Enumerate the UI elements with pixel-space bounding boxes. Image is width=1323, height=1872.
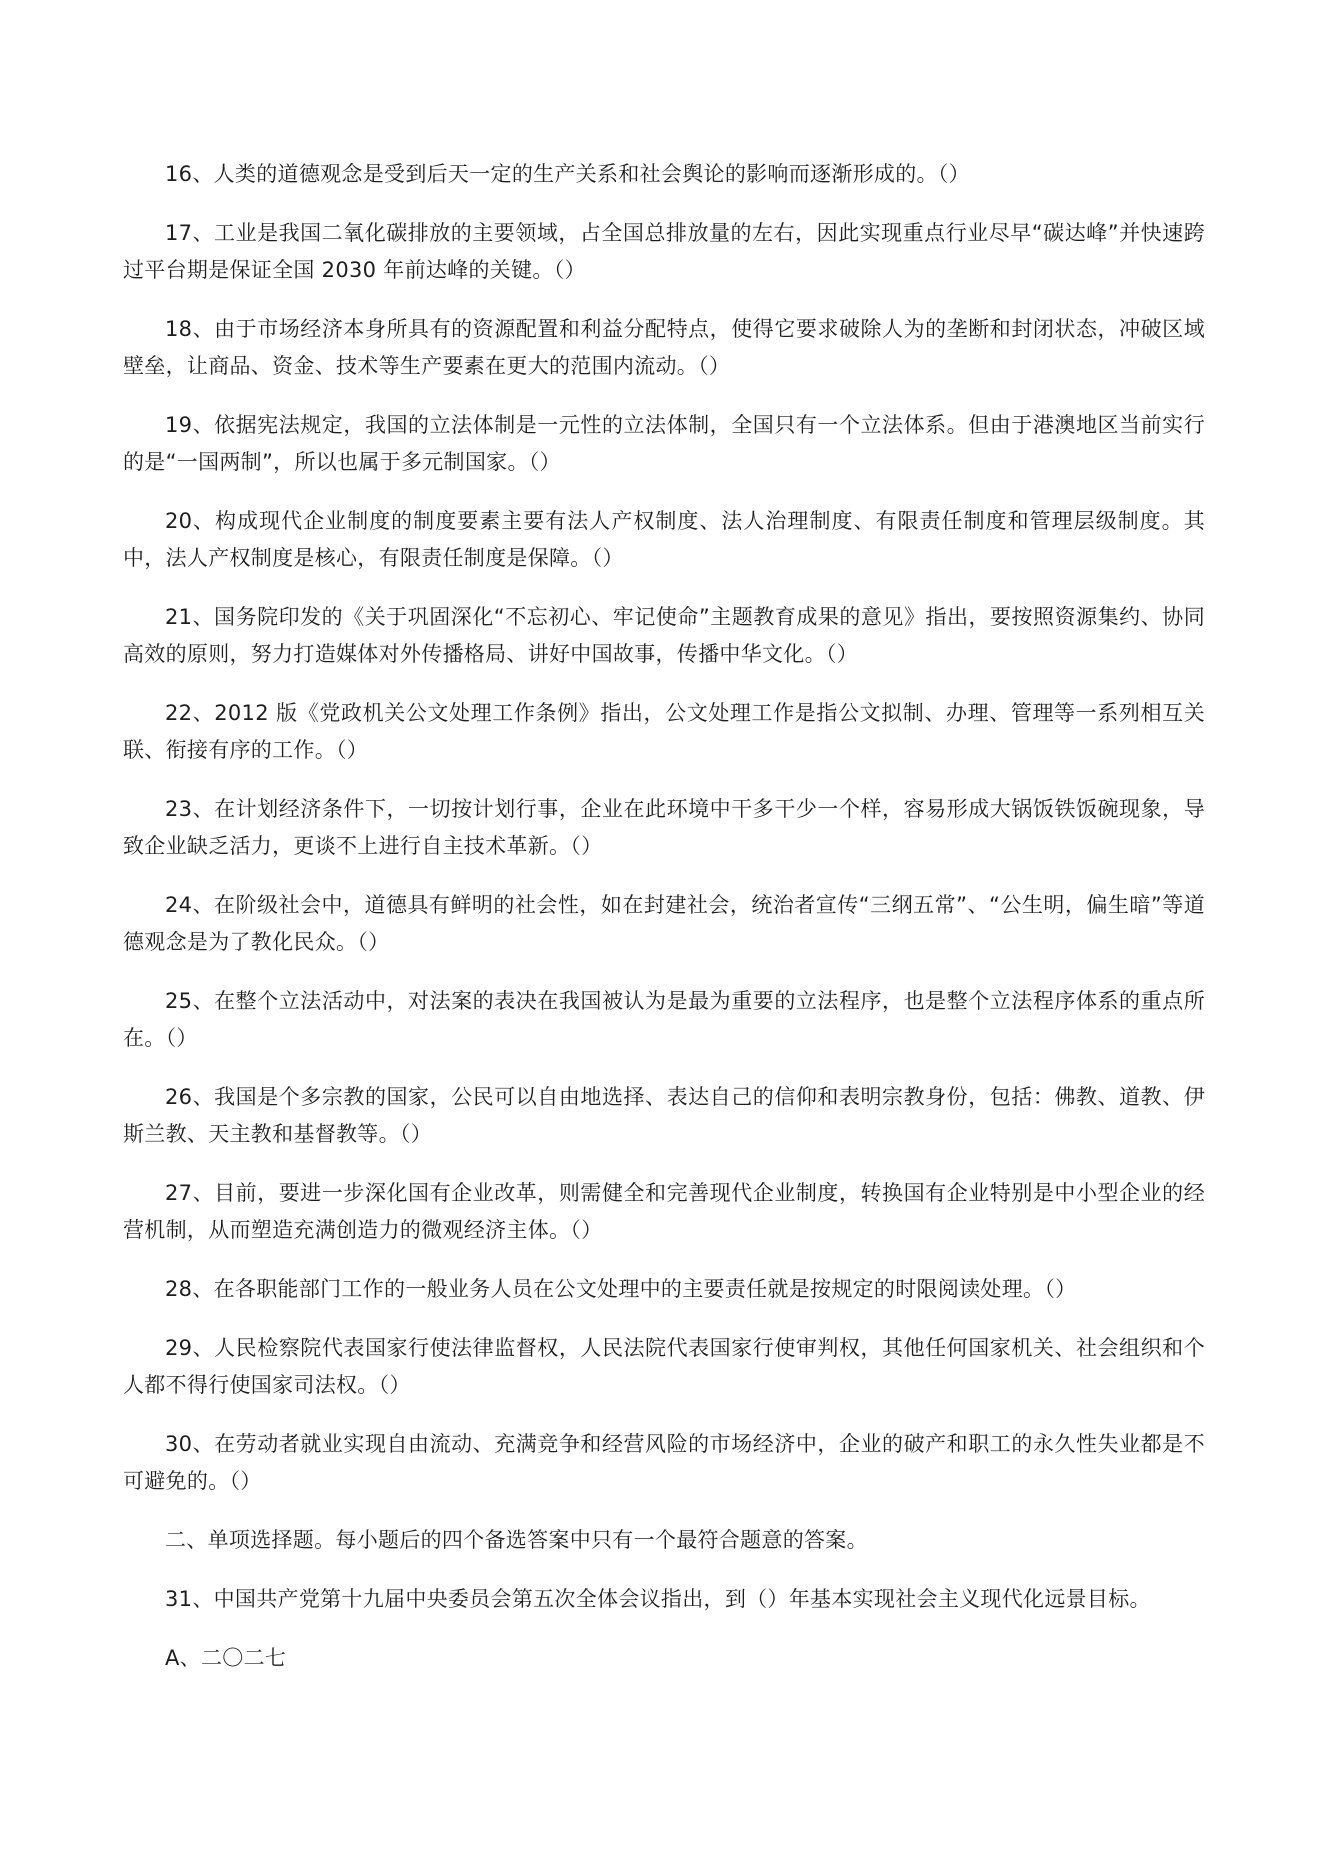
question-19: 19、依据宪法规定，我国的立法体制是一元性的立法体制，全国只有一个立法体系。但由于港澳地区当前实行的是“一国两制”，所以也属于多元制国家。（） (123, 413, 1205, 474)
question-26: 26、我国是个多宗教的国家，公民可以自由地选择、表达自己的信仰和表明宗教身份，包括：佛教、道教、伊斯兰教、天主教和基督教等。（） (123, 1085, 1205, 1146)
document-body (123, 156, 1205, 1699)
question-16: 16、人类的道德观念是受到后天一定的生产关系和社会舆论的影响而逐渐形成的。（） (165, 162, 970, 186)
question-28: 28、在各职能部门工作的一般业务人员在公文处理中的主要责任就是按规定的时限阅读处理。（） (165, 1277, 1077, 1301)
question-23: 23、在计划经济条件下，一切按计划行事，企业在此环境中干多干少一个样，容易形成大锅饭铁饭碗现象，导致企业缺乏活力，更谈不上进行自主技术革新。（） (123, 797, 1205, 858)
question-22: 22、2012 版《党政机关公文处理工作条例》指出，公文处理工作是指公文拟制、办理、管理等一系列相互关联、衔接有序的工作。（） (123, 701, 1205, 762)
question-27: 27、目前，要进一步深化国有企业改革，则需健全和完善现代企业制度，转换国有企业特别是中小型企业的经营机制，从而塑造充满创造力的微观经济主体。（） (123, 1181, 1205, 1242)
question-17: 17、工业是我国二氧化碳排放的主要领域，占全国总排放量的左右，因此实现重点行业尽早“碳达峰”并快速跨过平台期是保证全国 2030 年前达峰的关键。（） (123, 221, 1205, 282)
question-29: 29、人民检察院代表国家行使法律监督权，人民法院代表国家行使审判权，其他任何国家机关、社会组织和个人都不得行使国家司法权。（） (123, 1336, 1205, 1397)
question-20: 20、构成现代企业制度的制度要素主要有法人产权制度、法人治理制度、有限责任制度和管理层级制度。其中，法人产权制度是核心，有限责任制度是保障。（） (123, 509, 1205, 570)
question-25: 25、在整个立法活动中，对法案的表决在我国被认为是最为重要的立法程序，也是整个立法程序体系的重点所在。（） (123, 989, 1205, 1050)
question-18: 18、由于市场经济本身所具有的资源配置和利益分配特点，使得它要求破除人为的垄断和封闭状态，冲破区域壁垒，让商品、资金、技术等生产要素在更大的范围内流动。（） (123, 317, 1205, 378)
question-30: 30、在劳动者就业实现自由流动、充满竞争和经营风险的市场经济中，企业的破产和职工的永久性失业都是不可避免的。（） (123, 1432, 1205, 1493)
section-heading-single-choice: 二、单项选择题。每小题后的四个备选答案中只有一个最符合题意的答案。 (165, 1528, 868, 1552)
question-21: 21、国务院印发的《关于巩固深化“不忘初心、牢记使命”主题教育成果的意见》指出，要按照资源集约、协同高效的原则，努力打造媒体对外传播格局、讲好中国故事，传播中华文化。（） (123, 605, 1205, 666)
option-a: A、二〇二七 (165, 1646, 287, 1670)
question-24: 24、在阶级社会中，道德具有鲜明的社会性，如在封建社会，统治者宣传“三纲五常”、“公生明，偏生暗”等道德观念是为了教化民众。（） (123, 893, 1205, 954)
question-31: 31、中国共产党第十九届中央委员会第五次全体会议指出，到（）年基本实现社会主义现代化远景目标。 (165, 1587, 1151, 1611)
